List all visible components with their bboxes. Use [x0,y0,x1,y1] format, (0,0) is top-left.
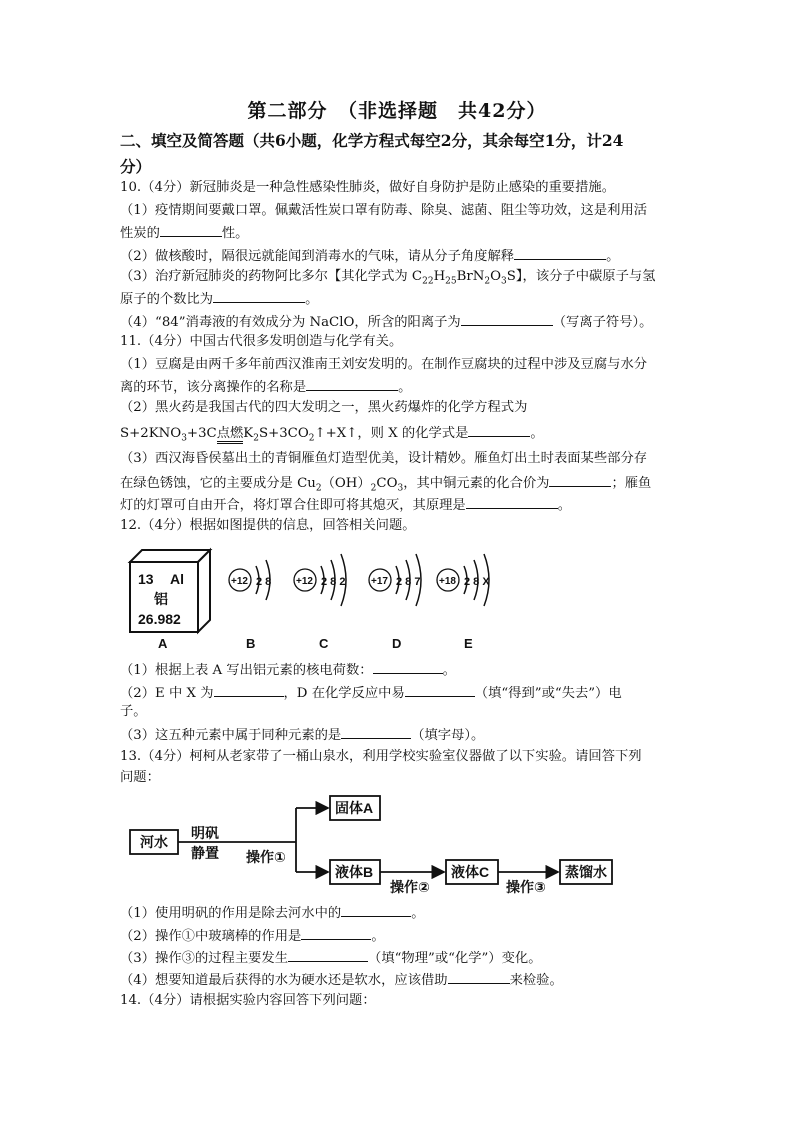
element-symbol: Al [170,571,184,587]
q10-p3-line2 [120,288,318,310]
alum-label: 明矾 [191,825,219,841]
label-c: C [319,636,329,651]
q10-p4 [120,311,652,333]
q12-p3-tail: （填字母）。 [411,728,485,743]
q11-p1-line1: （1）豆腐是由两千多年前西汉淮南王刘安发明的。在制作豆腐块的过程中涉及豆腐与水分 [120,357,648,372]
q10-p3-tail: 。 [305,292,319,307]
formula-part: CO [376,476,398,491]
formula-part: （OH） [321,476,371,491]
reaction-condition: 点燃 [217,427,244,444]
answer-blank[interactable] [405,682,475,697]
q13-p1 [120,902,425,924]
liquid-b-label: 液体B [335,864,374,880]
shells-b: 2 8 [256,576,272,588]
q14-stem: 14.（4分）请根据实验内容回答下列问题： [120,993,376,1008]
section-heading [120,128,680,180]
q12-p2-line2: 子。 [120,704,147,719]
eq-part: S+2KNO [120,426,182,441]
answer-blank[interactable] [549,472,611,487]
q11-p1-text: 离的环节，该分离操作的名称是 [120,380,307,395]
formula-part: H [433,269,446,284]
q13-p1-text: （1）使用明矾的作用是除去河水中的 [120,906,342,921]
river-water-label: 河水 [140,834,168,850]
label-b: B [246,636,256,651]
q10-p2 [120,245,619,267]
element-mass: 26.982 [138,611,181,627]
q11-p2-text: ，则 X 的化学式是 [357,426,469,441]
formula-sub: 3 [501,276,507,287]
q13-p4 [120,969,563,991]
formula-sub: 25 [445,276,457,287]
q10-p3-text3: 原子的个数比为 [120,292,214,307]
q10-p1-tail: 性。 [221,226,249,241]
answer-blank[interactable] [301,925,371,940]
q13-p1-tail: 。 [411,906,425,921]
operation-2-label: 操作② [390,879,430,895]
label-a: A [158,636,168,651]
formula-sub: 2 [315,483,322,494]
q11-p3-line3 [120,494,571,516]
q11-p3-text4: 灯的灯罩可自由开合，将灯罩合住即可将其熄灭，其原理是 [120,498,466,513]
answer-blank[interactable] [466,494,558,509]
nucleus-e: +18 [439,576,456,587]
element-number: 13 [138,571,154,587]
eq-sub: 2 [253,433,259,444]
q13-p3 [120,947,542,969]
formula-part: O [490,269,502,284]
answer-blank[interactable] [306,376,398,391]
formula-sub: 2 [370,483,377,494]
q13-p2-text: （2）操作①中玻璃棒的作用是 [120,929,302,944]
q11-p3-line1: （3）西汉海昏侯墓出土的青铜雁鱼灯造型优美，设计精妙。雁鱼灯出土时表面某些部分存 [120,451,648,466]
q12-p1 [120,659,456,681]
eq-part: K [243,426,254,441]
q11-equation [120,422,544,449]
eq-sub: 2 [308,433,315,444]
formula-sub: 3 [397,483,404,494]
answer-blank[interactable] [373,659,443,674]
answer-blank[interactable] [341,724,411,739]
nucleus-c: +12 [296,576,313,587]
q11-p3-text2: ，其中铜元素的化合价为 [403,476,550,491]
q10-p3-text2: ，该分子中碳原子与氢 [522,269,656,284]
atom-d [369,554,421,651]
solid-a-label: 固体A [335,800,374,816]
q11-p1-tail: 。 [398,380,412,395]
q10-p1-text: 性炭的 [120,226,160,241]
answer-blank[interactable] [160,222,222,237]
label-d: D [392,636,402,651]
eq-part: S+3CO [258,426,309,441]
q10-p2-tail: 。 [606,249,620,264]
operation-3-label: 操作③ [506,879,546,895]
q12-p2-text3: （填“得到”或“失去”）电 [474,686,622,701]
q11-p2-tail: 。 [530,426,544,441]
answer-blank[interactable] [448,969,510,984]
answer-blank[interactable] [288,947,368,962]
q13-p3-text: （3）操作③的过程主要发生 [120,951,289,966]
q11-p1-line2 [120,376,411,398]
water-purification-flowchart [118,790,628,898]
formula-part: S】 [506,269,523,284]
shells-c: 2 8 2 [321,576,346,588]
q12-p2-text2: ，D 在化学反应中易 [283,686,405,701]
q11-stem: 11.（4分）中国古代很多发明创造与化学有关。 [120,334,403,349]
q12-p3 [120,724,484,746]
q13-p2-tail: 。 [371,929,385,944]
answer-blank[interactable] [213,288,305,303]
q10-p4-tail: （写离子符号）。 [552,315,653,330]
q10-p3-text: （3）治疗新冠肺炎的药物阿比多尔【其化学式为 C [120,269,423,284]
q13-p2 [120,925,385,947]
element-name: 铝 [154,591,168,607]
q10-p1-line2 [120,222,248,244]
q11-p3-text: 在绿色锈蚀，它的主要成分是 Cu [120,476,316,491]
answer-blank[interactable] [341,902,411,917]
nucleus-d: +17 [371,576,388,587]
q12-p2 [120,682,622,704]
nucleus-b: +12 [231,576,248,587]
q13-p4-text: （4）想要知道最后获得的水为硬水还是软水，应该借助 [120,973,448,988]
element-cell-a [130,550,210,651]
q12-p3-text: （3）这五种元素中属于同种元素的是 [120,728,342,743]
answer-blank[interactable] [214,682,284,697]
q12-stem: 12.（4分）根据如图提供的信息，回答相关问题。 [120,518,416,533]
distilled-water-label: 蒸馏水 [565,864,607,880]
answer-blank[interactable] [461,311,553,326]
settle-label: 静置 [191,845,219,861]
eq-part: ↑+X↑ [314,426,358,441]
operation-1-label: 操作① [246,849,286,865]
q13-p4-tail: 来检验。 [509,973,563,988]
q11-p3-text3: ；雁鱼 [611,476,652,491]
formula-sub: 2 [484,276,491,287]
formula-part: BrN [456,269,485,284]
liquid-c-label: 液体C [451,864,490,880]
page-title: 第二部分 （非选择题 共42分） [247,100,547,122]
label-e: E [464,636,473,651]
section-heading-line2: 分） [120,157,152,176]
atom-structure-figure [118,536,518,654]
q10-p1-line1: （1）疫情期间要戴口罩。佩戴活性炭口罩有防毒、除臭、滤菌、阻尘等功效，这是利用活 [120,203,648,218]
eq-part: +3C [186,426,217,441]
eq-sub: 3 [181,433,187,444]
formula-sub: 22 [422,276,434,287]
atom-e [437,554,490,651]
q11-p3-tail: 。 [557,498,572,513]
section-heading-line1: 二、填空及简答题（共6小题，化学方程式每空2分，其余每空1分，计24 [120,131,624,150]
shells-e: 2 8 X [464,576,490,588]
q10-stem: 10.（4分）新冠肺炎是一种急性感染性肺炎，做好自身防护是防止感染的重要措施。 [120,180,615,195]
q10-p2-text: （2）做核酸时，隔很远就能闻到消毒水的气味，请从分子角度解释 [120,249,515,264]
shells-d: 2 8 7 [396,576,421,588]
q11-p2-line1: （2）黑火药是我国古代的四大发明之一，黑火药爆炸的化学方程式为 [120,400,528,415]
q13-stem-line1: 13.（4分）柯柯从老家带了一桶山泉水，利用学校实验室仪器做了以下实验。请回答下列 [120,749,642,764]
answer-blank[interactable] [468,422,530,437]
q12-p1-tail: 。 [442,663,456,678]
q13-p3-tail: （填“物理”或“化学”）变化。 [368,951,542,966]
atom-c [294,554,346,651]
q12-p1-text: （1）根据上表 A 写出铝元素的核电荷数： [120,663,373,678]
answer-blank[interactable] [514,245,606,260]
q12-p2-text: （2）E 中 X 为 [120,686,214,701]
q10-p4-text: （4）“84”消毒液的有效成分为 NaClO，所含的阳离子为 [120,315,461,330]
q13-stem-line2: 问题： [120,770,160,785]
atom-b [229,560,271,651]
